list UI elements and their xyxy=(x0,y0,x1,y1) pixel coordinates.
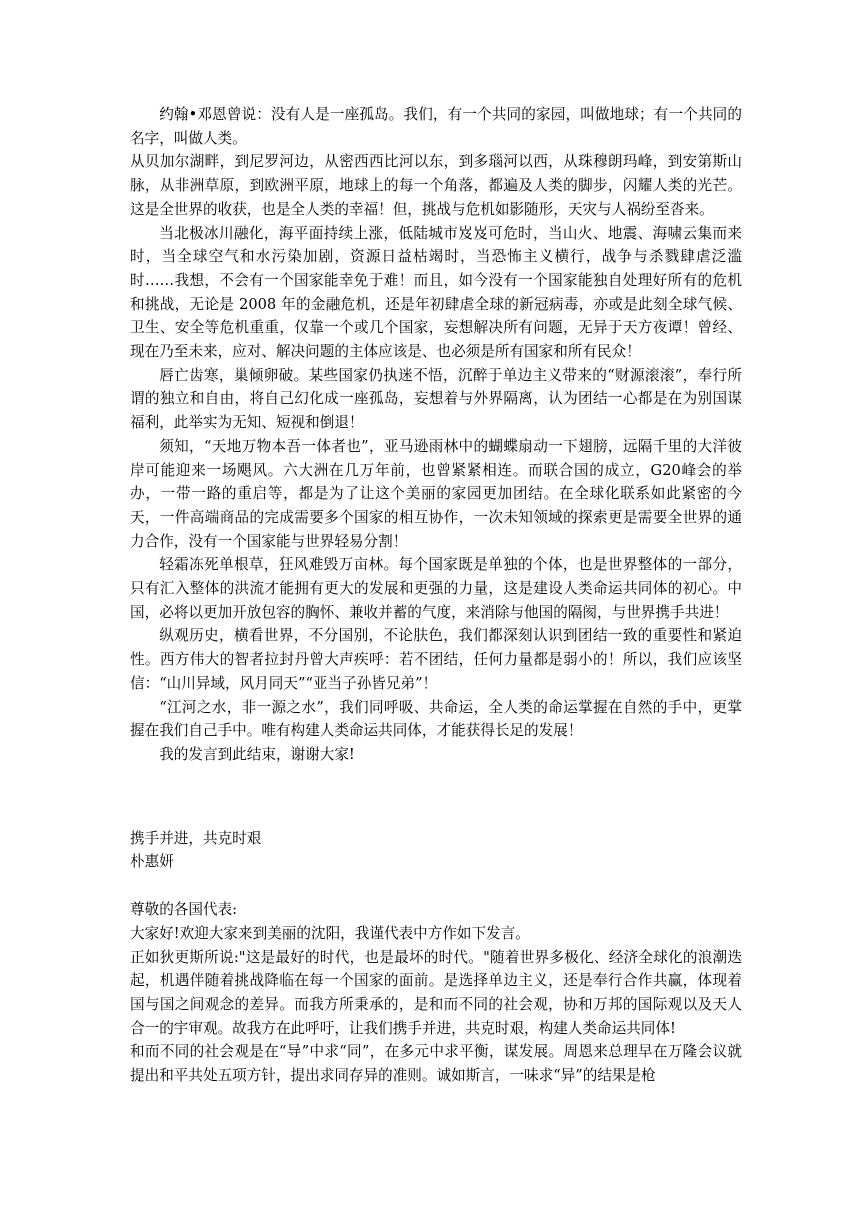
closing-line: 我的发言到此结束，谢谢大家! xyxy=(159,745,355,763)
paragraph: 从贝加尔湖畔，到尼罗河边，从密西西比河以东，到多瑙河以西，从珠穆朗玛峰，到安第斯山脉，从非洲草原，到欧洲平原，地球上的每一个角落，都遍及人类的脚步，闪耀人类的光芒。这是全世界的收获，也是全人类的幸福！但，挑战与危机如影随形，天灾与人祸纷至沓来。 xyxy=(130,153,742,218)
paragraph: 正如狄更斯所说:"这是最好的时代，也是最坏的时代。"随着世界多极化、经济全球化的浪潮迭起，机遇伴随着挑战降临在每一个国家的面前。是选择单边主义，还是奉行合作共赢，体现着国与国之间观念的差异。而我方所秉承的，是和而不同的社会观，协和万邦的国际观以及天人合一的宇审观。故我方在此呼吁，让我们携手并进，共克时艰，构建人类命运共同体! xyxy=(130,948,742,1037)
paragraph: 大家好!欢迎大家来到美丽的沈阳，我谨代表中方作如下发言。 xyxy=(130,924,530,942)
salutation: 尊敬的各国代表: xyxy=(130,901,238,919)
speech-two xyxy=(130,827,742,1088)
speech-title: 携手并进，共克时艰 xyxy=(130,829,262,847)
paragraph: 纵观历史，横看世界，不分国别，不论肤色，我们都深刻认识到团结一致的重要性和紧迫性。西方伟大的智者拉封丹曾大声疾呼：若不团结，任何力量都是弱小的！所以，我们应该坚信：“山川异域，风月同天”“亚当子孙皆兄弟”！ xyxy=(130,627,742,692)
spacer xyxy=(130,874,742,898)
speech-author: 朴惠妍 xyxy=(130,853,174,871)
paragraph: 当北极冰川融化，海平面持续上涨，低陆城市岌岌可危时，当山火、地震、海啸云集而来时，当全球空气和水污染加剧，资源日益枯竭时，当恐怖主义横行，战争与杀戮肆虐泛滥时……我想，不会有一个国家能幸免于难！而且，如今没有一个国家能独自处理好所有的危机和挑战，无论是 2008 年的金融危机，还是年初肆虐全球的新冠病毒，亦或是此刻全球气候、卫生、安全等危机重重，仅靠一个或几个国家，妄想解决所有问题，无异于天方夜谭！曾经、现在乃至未来，应对、解决问题的主体应该是、也必须是所有国家和所有民众！ xyxy=(130,224,742,361)
spacer xyxy=(130,767,742,827)
paragraph: “江河之水，非一源之水”，我们同呼吸、共命运，全人类的命运掌握在自然的手中，更掌握在我们自己手中。唯有构建人类命运共同体，才能获得长足的发展！ xyxy=(130,698,742,740)
paragraph: 和而不同的社会观是在“导”中求“同”，在多元中求平衡，谋发展。周恩来总理早在万隆会议就提出和平共处五项方针，提出求同存异的准则。诚如斯言，一味求“异”的结果是枪 xyxy=(130,1043,742,1085)
speech-one xyxy=(130,103,742,767)
paragraph: 唇亡齿寒，巢倾卵破。某些国家仍执迷不悟，沉醉于单边主义带来的“财源滚滚”，奉行所谓的独立和自由，将自己幻化成一座孤岛，妄想着与外界隔离，认为团结一心都是在为别国谋福利，此举实为无知、短视和倒退！ xyxy=(130,366,742,432)
paragraph: 轻霜冻死单根草，狂风难毁万亩林。每个国家既是单独的个体，也是世界整体的一部分，只有汇入整体的洪流才能拥有更大的发展和更强的力量，这是建设人类命运共同体的初心。中国，必将以更加开放包容的胸怀、兼收并蓄的气度，来消除与他国的隔阂，与世界携手共进！ xyxy=(130,556,742,621)
document-page xyxy=(130,103,742,1088)
paragraph: 须知，“天地万物本吾一体者也”，亚马逊雨林中的蝴蝶扇动一下翅膀，远隔千里的大洋彼岸可能迎来一场飓风。六大洲在几万年前，也曾紧紧相连。而联合国的成立，G20峰会的举办，一带一路的重启等，都是为了让这个美丽的家园更加团结。在全球化联系如此紧密的今天，一件高端商品的完成需要多个国家的相互协作，一次未知领域的探索更是需要全世界的通力合作，没有一个国家能与世界轻易分割！ xyxy=(130,437,742,550)
paragraph: 约翰•邓恩曾说：没有人是一座孤岛。我们，有一个共同的家园，叫做地球；有一个共同的名字，叫做人类。 xyxy=(130,106,742,147)
